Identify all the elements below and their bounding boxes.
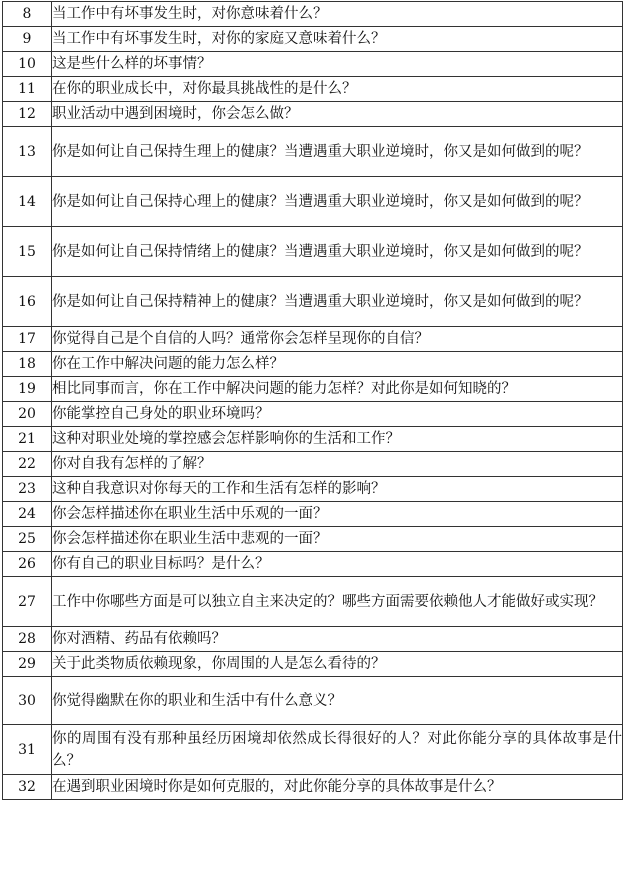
question-text: 你会怎样描述你在职业生活中悲观的一面？: [52, 527, 623, 552]
row-number: 28: [3, 627, 52, 652]
question-text: 相比同事而言，你在工作中解决问题的能力怎样？对此你是如何知晓的？: [52, 377, 623, 402]
question-text: 你是如何让自己保持情绪上的健康？当遭遇重大职业逆境时，你又是如何做到的呢？: [52, 227, 623, 277]
row-number: 14: [3, 177, 52, 227]
row-number: 20: [3, 402, 52, 427]
table-row: [3, 527, 623, 552]
question-text: 这种对职业处境的掌控感会怎样影响你的生活和工作？: [52, 427, 623, 452]
row-number: 24: [3, 502, 52, 527]
question-text: 这是些什么样的坏事情？: [52, 52, 623, 77]
question-text: 你觉得自己是个自信的人吗？通常你会怎样呈现你的自信？: [52, 327, 623, 352]
row-number: 12: [3, 102, 52, 127]
row-number: 11: [3, 77, 52, 102]
table-row: [3, 277, 623, 327]
row-number: 13: [3, 127, 52, 177]
table-row: [3, 177, 623, 227]
question-text: 关于此类物质依赖现象，你周围的人是怎么看待的？: [52, 652, 623, 677]
row-number: 22: [3, 452, 52, 477]
row-number: 15: [3, 227, 52, 277]
row-number: 26: [3, 552, 52, 577]
row-number: 10: [3, 52, 52, 77]
question-text: 你在工作中解决问题的能力怎么样？: [52, 352, 623, 377]
table-row: [3, 452, 623, 477]
question-text: 职业活动中遇到困境时，你会怎么做？: [52, 102, 623, 127]
table-row: [3, 127, 623, 177]
row-number: 16: [3, 277, 52, 327]
table-row: [3, 352, 623, 377]
table-row: [3, 577, 623, 627]
table-row: [3, 27, 623, 52]
question-text: 你对酒精、药品有依赖吗？: [52, 627, 623, 652]
row-number: 27: [3, 577, 52, 627]
table-row: [3, 52, 623, 77]
row-number: 19: [3, 377, 52, 402]
questionnaire-table: [2, 1, 623, 800]
table-row: [3, 552, 623, 577]
table-row: [3, 725, 623, 775]
row-number: 23: [3, 477, 52, 502]
row-number: 18: [3, 352, 52, 377]
question-text: 在你的职业成长中，对你最具挑战性的是什么？: [52, 77, 623, 102]
question-text: 当工作中有坏事发生时，对你的家庭又意味着什么？: [52, 27, 623, 52]
table-row: [3, 402, 623, 427]
question-text: 你是如何让自己保持心理上的健康？当遭遇重大职业逆境时，你又是如何做到的呢？: [52, 177, 623, 227]
question-text: 你能掌控自己身处的职业环境吗？: [52, 402, 623, 427]
question-text: 这种自我意识对你每天的工作和生活有怎样的影响？: [52, 477, 623, 502]
table-row: [3, 677, 623, 725]
row-number: 9: [3, 27, 52, 52]
table-row: [3, 102, 623, 127]
table-row: [3, 502, 623, 527]
question-text: 你有自己的职业目标吗？是什么？: [52, 552, 623, 577]
table-row: [3, 77, 623, 102]
row-number: 8: [3, 2, 52, 27]
row-number: 25: [3, 527, 52, 552]
question-text: 当工作中有坏事发生时，对你意味着什么？: [52, 2, 623, 27]
question-text: 你是如何让自己保持生理上的健康？当遭遇重大职业逆境时，你又是如何做到的呢？: [52, 127, 623, 177]
row-number: 17: [3, 327, 52, 352]
row-number: 29: [3, 652, 52, 677]
question-text: 你对自我有怎样的了解？: [52, 452, 623, 477]
table-row: [3, 477, 623, 502]
row-number: 30: [3, 677, 52, 725]
question-text: 在遇到职业困境时你是如何克服的，对此你能分享的具体故事是什么？: [52, 775, 623, 800]
question-text: 工作中你哪些方面是可以独立自主来决定的？哪些方面需要依赖他人才能做好或实现？: [52, 577, 623, 627]
table-row: [3, 652, 623, 677]
table-row: [3, 775, 623, 800]
row-number: 21: [3, 427, 52, 452]
table-row: [3, 427, 623, 452]
question-text: 你觉得幽默在你的职业和生活中有什么意义？: [52, 677, 623, 725]
table-row: [3, 377, 623, 402]
table-row: [3, 2, 623, 27]
table-row: [3, 627, 623, 652]
table-row: [3, 327, 623, 352]
table-row: [3, 227, 623, 277]
question-text: 你的周围有没有那种虽经历困境却依然成长得很好的人？对此你能分享的具体故事是什么？: [52, 725, 623, 775]
row-number: 31: [3, 725, 52, 775]
question-text: 你是如何让自己保持精神上的健康？当遭遇重大职业逆境时，你又是如何做到的呢？: [52, 277, 623, 327]
row-number: 32: [3, 775, 52, 800]
question-text: 你会怎样描述你在职业生活中乐观的一面？: [52, 502, 623, 527]
